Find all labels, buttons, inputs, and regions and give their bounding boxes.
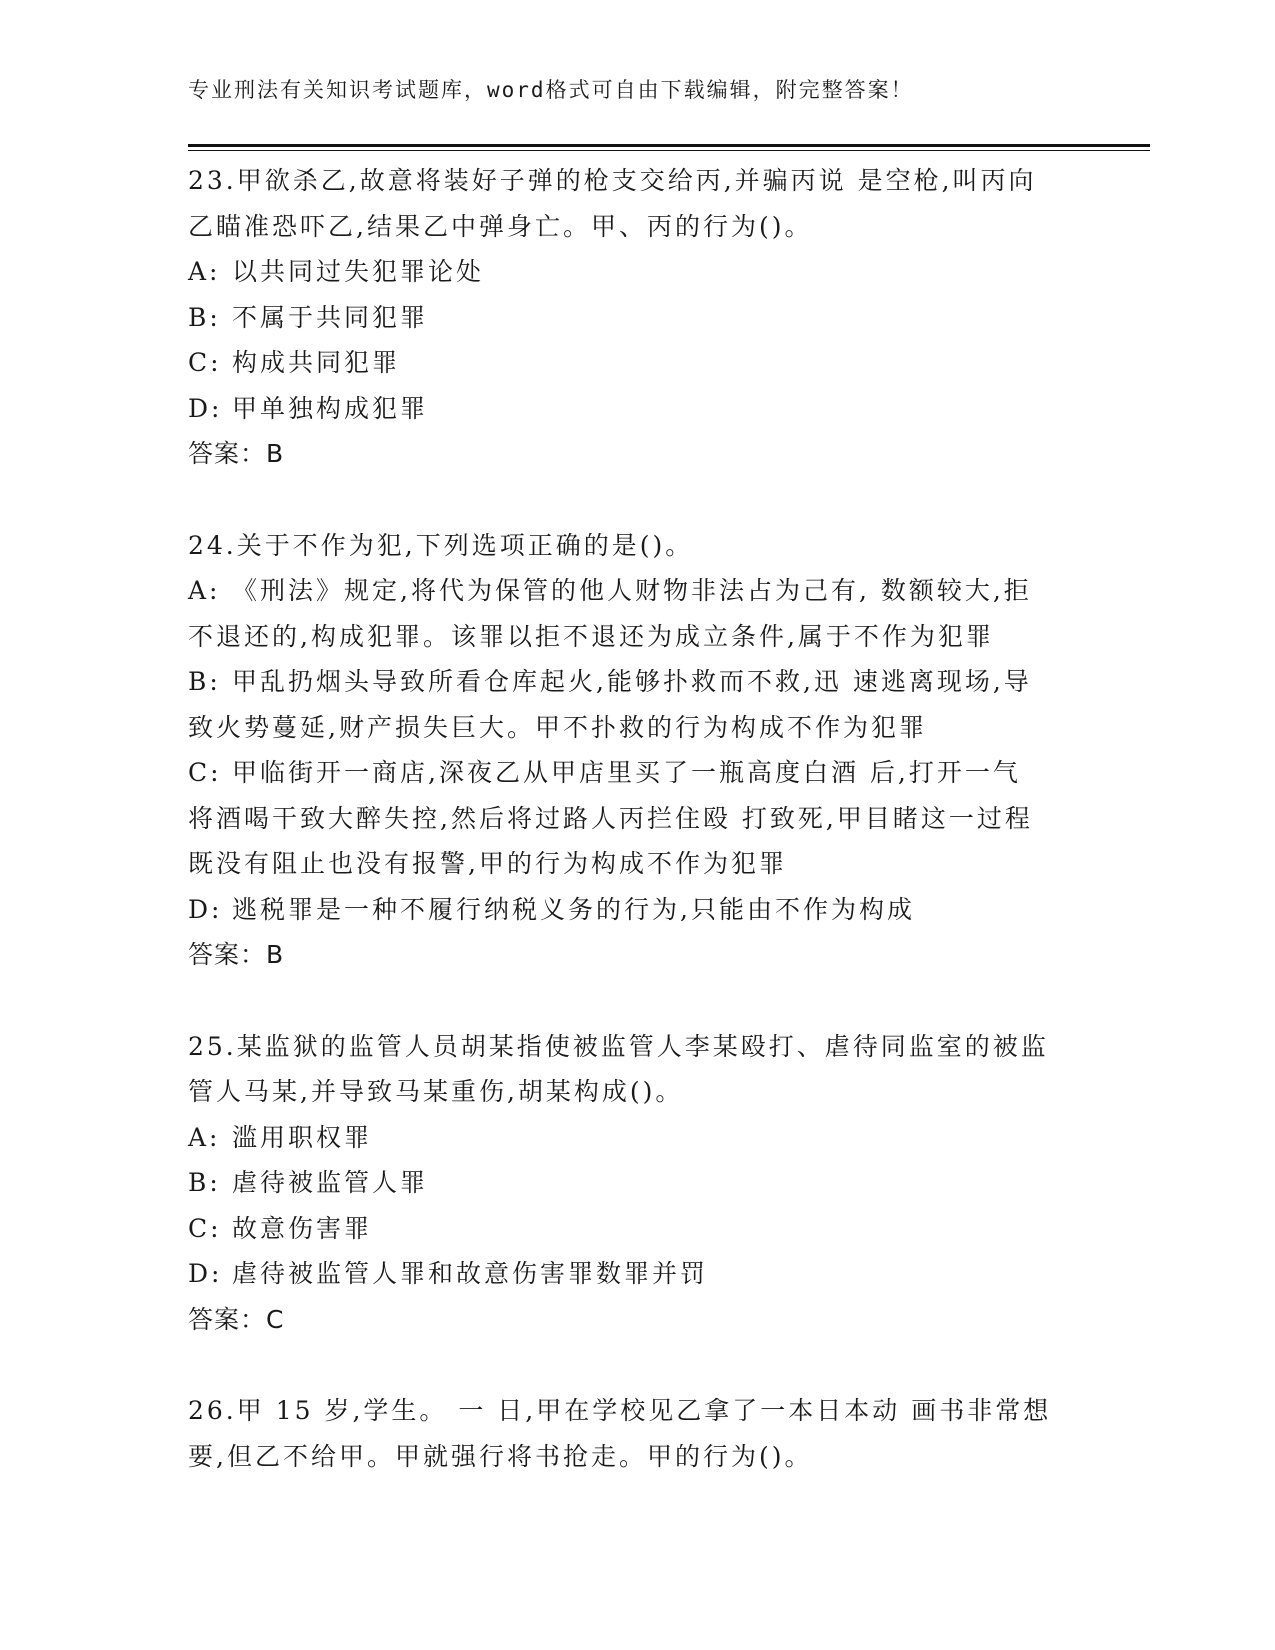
- option-b: [188, 659, 1088, 705]
- question-24: [188, 523, 1088, 978]
- option-a: [188, 568, 1088, 614]
- option-d: [188, 386, 1088, 432]
- option-text: 构成共同犯罪: [232, 348, 401, 377]
- question-25: [188, 1024, 1088, 1343]
- question-list: [188, 158, 1088, 1525]
- option-d: [188, 1251, 1088, 1297]
- option-letter: C:: [188, 348, 222, 377]
- option-letter: D:: [188, 393, 223, 423]
- option-b: [188, 295, 1088, 341]
- option-text: 虐待被监管人罪: [232, 1168, 429, 1197]
- option-text-continued: 致火势蔓延,财产损失巨大。甲不扑救的行为构成不作为犯罪: [188, 712, 927, 742]
- question-stem-line: 24.关于不作为犯,下列选项正确的是()。: [188, 530, 694, 560]
- option-letter: A:: [188, 1122, 221, 1152]
- option-text: 甲临街开一商店,深夜乙从甲店里买了一瓶高度白酒 后,打开一气: [232, 758, 1021, 787]
- option-text: 不属于共同犯罪: [232, 302, 429, 332]
- option-a: [188, 249, 1088, 295]
- option-d: [188, 887, 1088, 933]
- option-text: 虐待被监管人罪和故意伤害罪数罪并罚: [232, 1259, 709, 1288]
- option-letter: C:: [188, 758, 222, 787]
- option-text-continued: 不退还的,构成犯罪。该罪以拒不退还为成立条件,属于不作为犯罪: [188, 621, 994, 651]
- option-letter: D:: [188, 894, 223, 924]
- option-text: 故意伤害罪: [232, 1213, 373, 1243]
- question-26: [188, 1388, 1088, 1479]
- option-text-continued: 既没有阻止也没有报警,甲的行为构成不作为犯罪: [188, 849, 787, 878]
- option-letter: A:: [188, 576, 221, 605]
- answer-label: 答案：C: [188, 1304, 285, 1334]
- option-letter: C:: [188, 1213, 222, 1243]
- answer-label: 答案：B: [188, 940, 285, 969]
- question-stem-line: 26.甲 15 岁,学生。 一 日,甲在学校见乙拿了一本日本动 画书非常想: [188, 1396, 1052, 1425]
- header-text: 专业刑法有关知识考试题库，word格式可自由下载编辑，附完整答案！: [188, 78, 914, 102]
- option-letter: B:: [188, 302, 221, 332]
- option-text: 逃税罪是一种不履行纳税义务的行为,只能由不作为构成: [232, 894, 915, 924]
- option-text: 滥用职权罪: [232, 1122, 373, 1152]
- question-stem-line: 乙瞄准恐吓乙,结果乙中弹身亡。甲、丙的行为()。: [188, 211, 813, 241]
- header-divider-thin: [188, 150, 1150, 151]
- header-divider-thick: [188, 144, 1150, 147]
- option-c: [188, 1206, 1088, 1252]
- option-letter: B:: [188, 1168, 221, 1197]
- question-stem-line: 23.甲欲杀乙,故意将装好子弹的枪支交给丙,并骗丙说 是空枪,叫丙向: [188, 166, 1037, 195]
- question-23: [188, 158, 1088, 477]
- option-letter: A:: [188, 257, 221, 286]
- option-text: 《刑法》规定,将代为保管的他人财物非法占为己有, 数额较大,拒: [232, 576, 1032, 605]
- option-letter: B:: [188, 667, 221, 696]
- option-a: [188, 1115, 1088, 1161]
- option-text: 以共同过失犯罪论处: [232, 257, 485, 286]
- option-text-continued: 将酒喝干致大醉失控,然后将过路人丙拦住殴 打致死,甲目睹这一过程: [188, 803, 1033, 833]
- option-text: 甲乱扔烟头导致所看仓库起火,能够扑救而不救,迅 速逃离现场,导: [232, 667, 1032, 696]
- question-stem-line: 25.某监狱的监管人员胡某指使被监管人李某殴打、虐待同监室的被监: [188, 1031, 1049, 1061]
- answer-label: 答案：B: [188, 439, 285, 468]
- option-c: [188, 750, 1088, 796]
- question-stem-line: 要,但乙不给甲。甲就强行将书抢走。甲的行为()。: [188, 1441, 813, 1471]
- option-letter: D:: [188, 1259, 223, 1288]
- option-c: [188, 340, 1088, 386]
- option-text: 甲单独构成犯罪: [232, 393, 429, 423]
- option-b: [188, 1160, 1088, 1206]
- question-stem-line: 管人马某,并导致马某重伤,胡某构成()。: [188, 1077, 684, 1106]
